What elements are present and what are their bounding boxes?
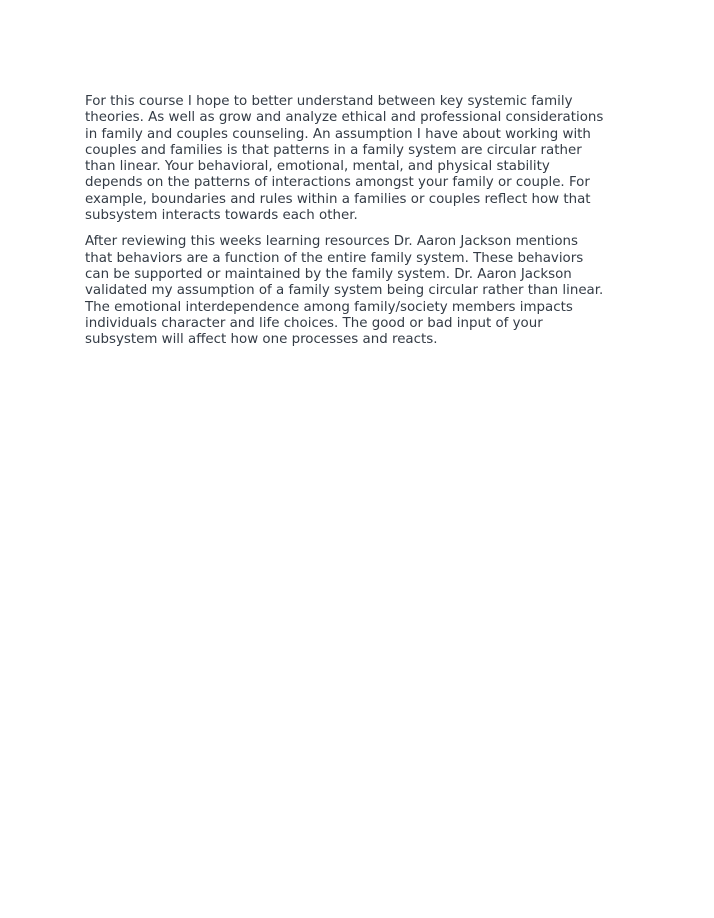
document-body — [85, 94, 645, 358]
paragraph-2: After reviewing this weeks learning resources Dr. Aaron Jackson mentions that behaviors are a function of the entire family system. These behaviors can be supported or maintained by the family system. Dr. Aaron Jackson validated my assumption of a family system being circular rather than linear. The emotional interdependence among family/society members impacts individuals character and life choices. The good or bad input of your subsystem will affect how one processes and reacts. — [85, 234, 604, 348]
paragraph-1: For this course I hope to better understand between key systemic family theories. As well as grow and analyze ethical and professional considerations in family and couples counseling. An assumption I have about working with couples and families is that patterns in a family system are circular rather than linear. Your behavioral, emotional, mental, and physical stability depends on the patterns of interactions amongst your family or couple. For example, boundaries and rules within a families or couples reflect how that subsystem interacts towards each other. — [85, 94, 604, 224]
